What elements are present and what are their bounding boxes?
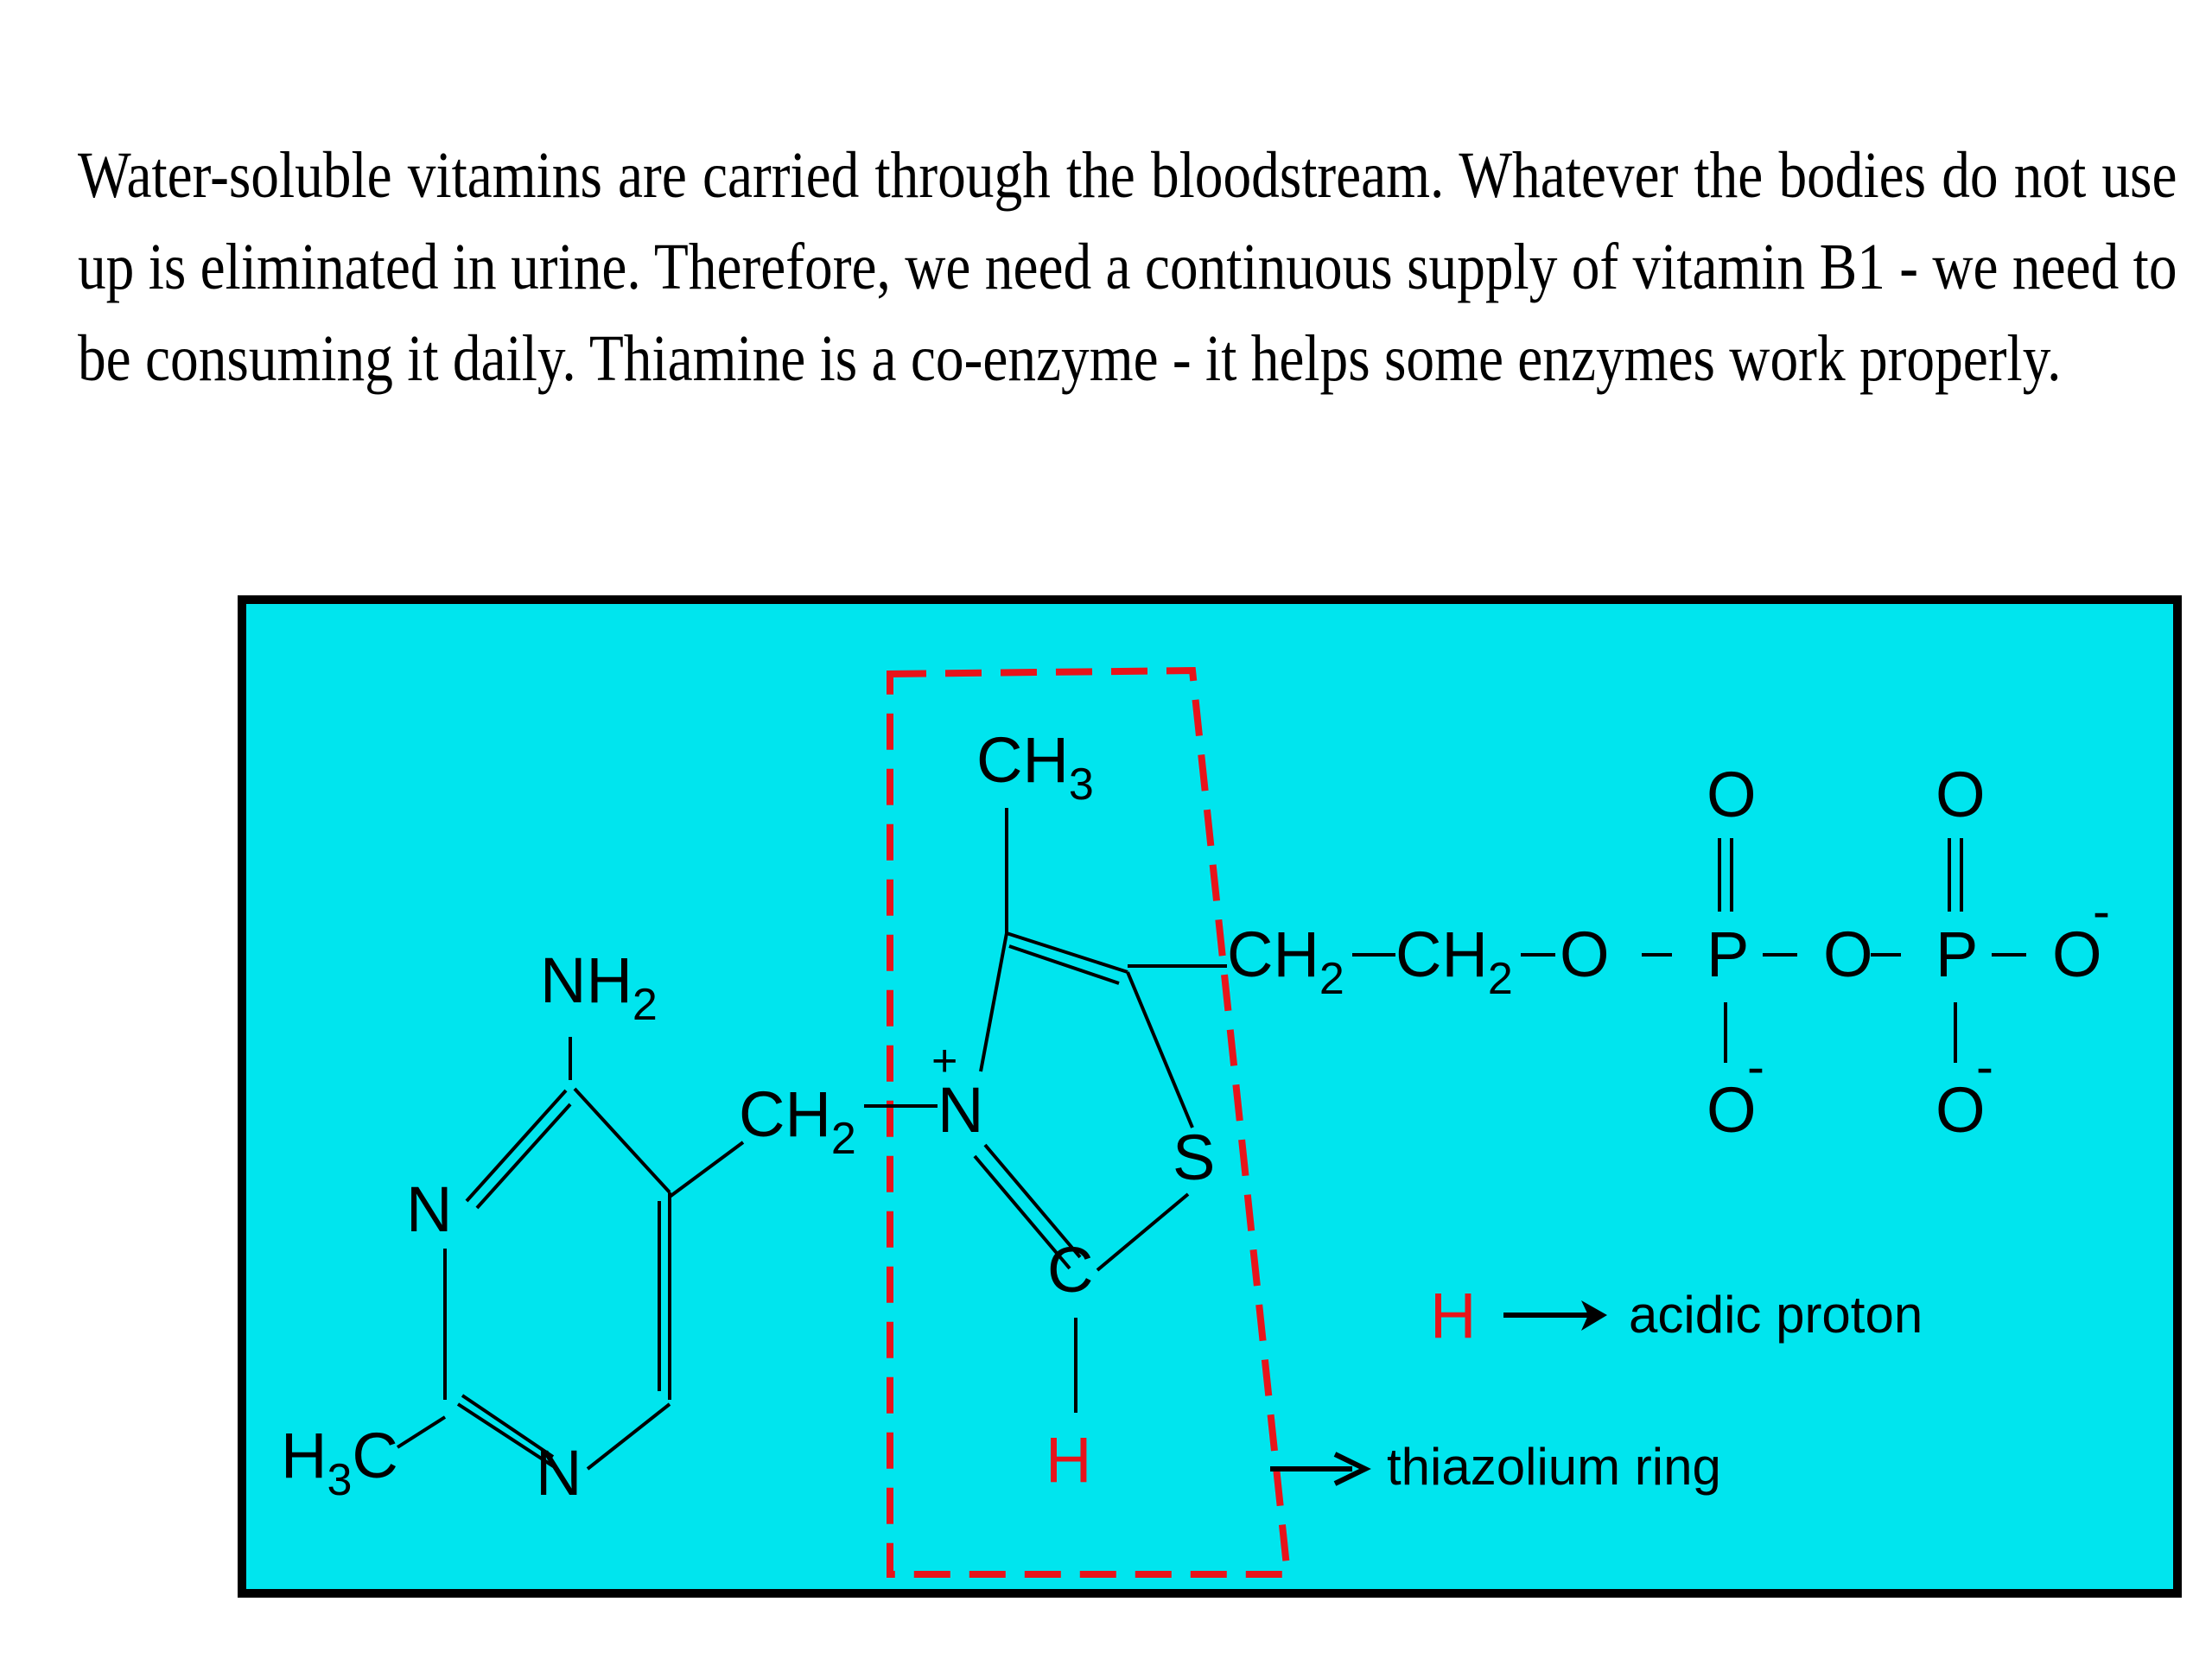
atom-nh2: $NH_2$ bbox=[540, 944, 658, 1030]
atom-s: S bbox=[1173, 1122, 1216, 1193]
atom-o-top2: O bbox=[1936, 759, 1986, 830]
positive-charge: + bbox=[931, 1036, 958, 1086]
atom-ch2-b: $CH_2$ bbox=[1395, 918, 1513, 1004]
atom-o-bridge1: O bbox=[1560, 918, 1610, 990]
charge-o-end: - bbox=[2093, 882, 2110, 940]
atom-n-plus: N bbox=[938, 1074, 984, 1146]
atom-h-acidic: H bbox=[1046, 1424, 1092, 1496]
charge-o-bot1: - bbox=[1747, 1038, 1764, 1096]
atom-p1: P bbox=[1707, 918, 1750, 990]
atom-o-end: O bbox=[2052, 918, 2102, 990]
atom-h3c: $H_3C$ bbox=[281, 1420, 398, 1505]
atom-o-bot2: O bbox=[1936, 1074, 1986, 1146]
legend-h-symbol: H bbox=[1430, 1280, 1477, 1351]
atom-o-top1: O bbox=[1707, 759, 1757, 830]
intro-paragraph: Water-soluble vitamins are carried through the bloodstream. Whatever the bodies do not use up is eliminated in urine. Therefore, we need a continuous supply of vitamin B1 - we need to be consuming it daily. Thiamine is a co-enzyme - it helps some enzymes work properly. bbox=[78, 139, 2177, 395]
atom-o-bridge2: O bbox=[1823, 918, 1873, 990]
legend-acidic-proton: acidic proton bbox=[1629, 1286, 1923, 1344]
legend-thiazolium-ring: thiazolium ring bbox=[1387, 1438, 1721, 1496]
charge-o-bot2: - bbox=[1976, 1038, 1993, 1096]
atom-ch3: $CH_3$ bbox=[976, 724, 1094, 810]
atom-p2: P bbox=[1936, 918, 1979, 990]
atom-ch2-a: $CH_2$ bbox=[1227, 918, 1344, 1004]
atom-n-bottom: N bbox=[536, 1437, 582, 1509]
atom-ch2-linker: $CH_2$ bbox=[739, 1078, 856, 1164]
atom-n-top: N bbox=[406, 1173, 453, 1245]
atom-o-bot1: O bbox=[1707, 1074, 1757, 1146]
atom-c: C bbox=[1047, 1234, 1094, 1306]
